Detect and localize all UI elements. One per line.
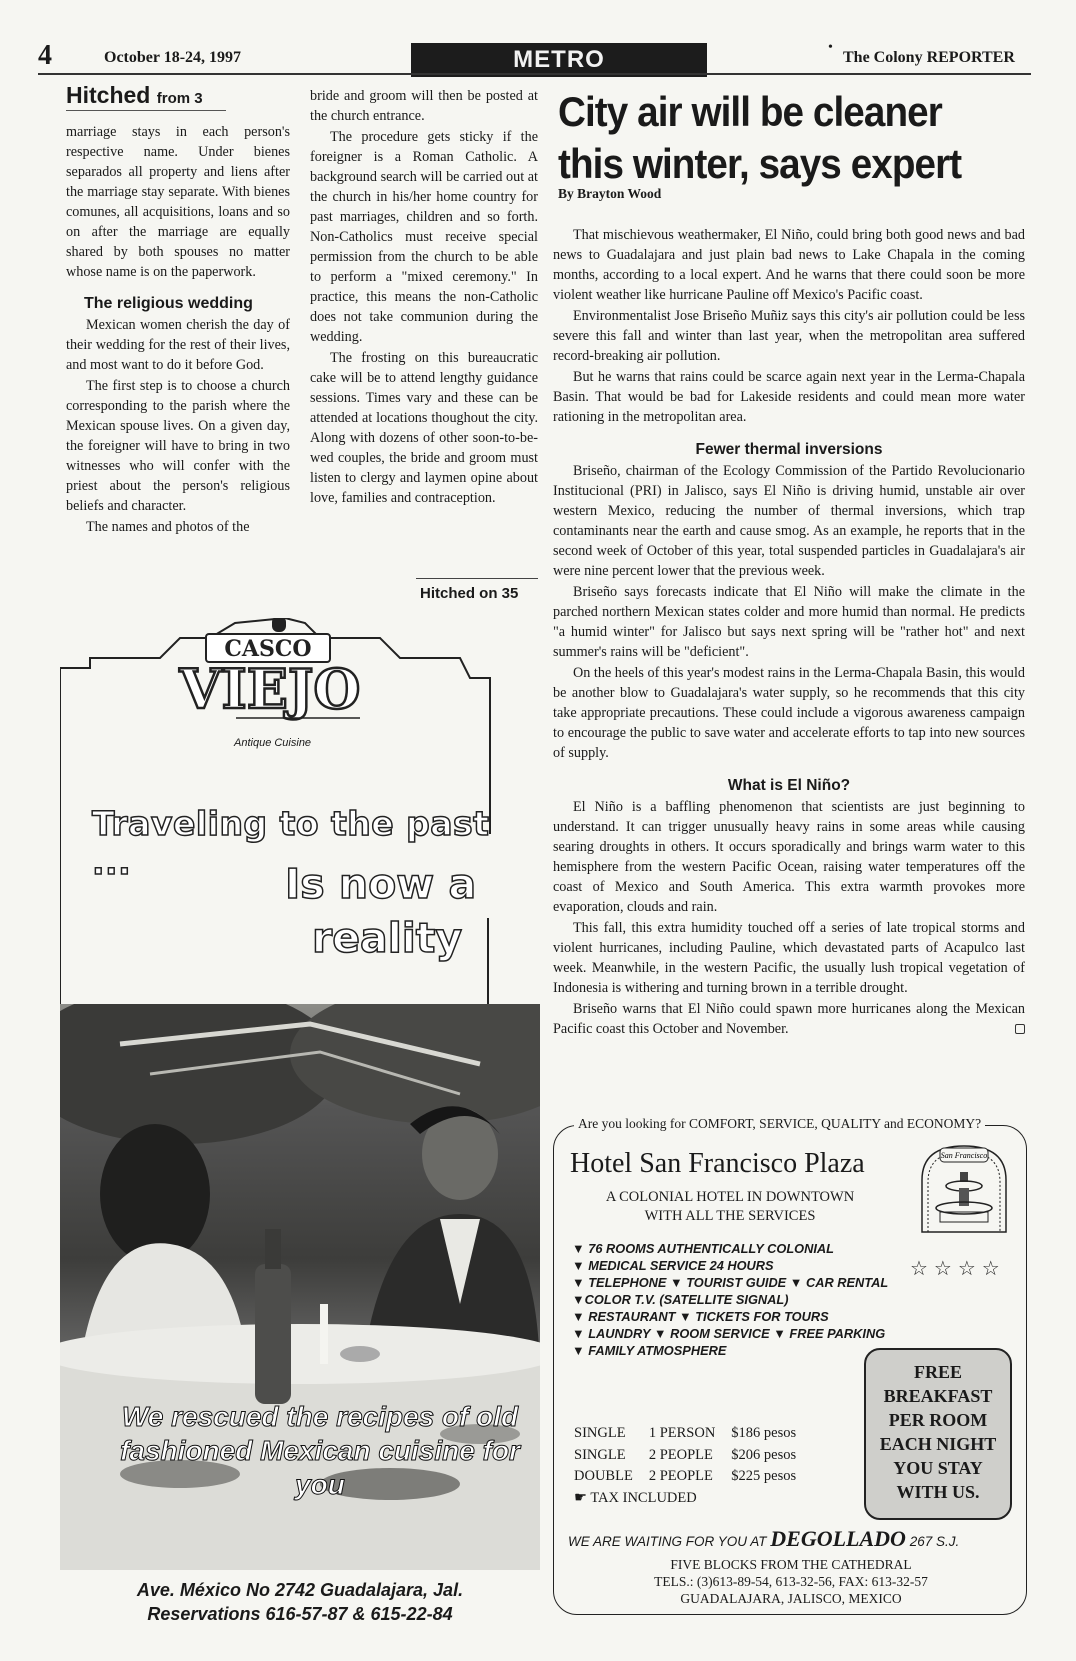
- header-rule: [38, 73, 1031, 75]
- star-rating-icon: ☆☆☆☆: [910, 1258, 1006, 1280]
- restaurant-address: Ave. México No 2742 Guadalajara, Jal.: [136, 1580, 464, 1600]
- paragraph: marriage stays in each person's respective name. Under bienes separados all property and liens after the marriage stay separate. With bienes comunes, all acquisitions, loans and so on after the marriage are equally shared by both spouses no matter whose name is on the paperwork.: [66, 124, 290, 280]
- hotel-subtitle: [580, 1188, 880, 1226]
- ad-line-2: Is now a: [285, 860, 477, 908]
- paragraph: The frosting on this bureaucratic cake will be to attend lengthy guidance sessions. Times vary and these can be attended at locations thoughout the city. Along with dozens of other soon-to-be-wed couples, the bride and groom must listen to clergy and laymen opine about love, families and contraception.: [310, 350, 538, 506]
- rate-price: $206 pesos: [731, 1446, 797, 1463]
- kicker-title: Hitched: [66, 82, 151, 108]
- kicker-rule: [66, 110, 226, 111]
- street-name: DEGOLLADO: [770, 1526, 906, 1551]
- hotel-ad-question: Are you looking for COMFORT, SERVICE, QUALITY and ECONOMY?: [574, 1116, 985, 1132]
- paragraph: The first step is to choose a church corresponding to the parish where the Mexican spouse lives. On a given day, the foreigner will have to bring in two witnesses who will confer with the priest about the person's religious beliefs and character.: [66, 378, 290, 514]
- paragraph: [553, 999, 1025, 1039]
- bullet-mark: •: [828, 40, 833, 55]
- rate-price: $186 pesos: [731, 1425, 797, 1441]
- hotel-name: Hotel San Francisco Plaza: [570, 1148, 865, 1179]
- tax-note: ☛ TAX INCLUDED: [574, 1489, 697, 1506]
- casco-viejo-ad[interactable]: [60, 618, 540, 1638]
- hotel-features: [572, 1240, 888, 1359]
- newspaper-name: The Colony REPORTER: [843, 49, 1015, 66]
- reservations-phone: Reservations 616-57-87 & 615-22-84: [147, 1604, 453, 1624]
- hotel-contact: [568, 1556, 1014, 1607]
- feature-item: ▼ FAMILY ATMOSPHERE: [572, 1343, 727, 1358]
- paragraph: Environmentalist Jose Briseño Muñiz says this city's air pollution could be less severe this fall and winter than last year, when the metropolitan area suffered record-breaking air pollution.: [553, 308, 1025, 364]
- byline: By Brayton Wood: [558, 186, 662, 201]
- rate-occupancy: 1 PERSON: [648, 1425, 716, 1441]
- feature-item: ▼ LAUNDRY ▼ ROOM SERVICE ▼ FREE PARKING: [572, 1326, 886, 1341]
- table-row: [574, 1446, 810, 1466]
- ad-address-block: [60, 1578, 540, 1626]
- ad-line-3: reality: [312, 914, 463, 962]
- table-row: [574, 1467, 810, 1487]
- column-2: [310, 86, 538, 509]
- hotel-subtitle-line-2: WITH ALL THE SERVICES: [644, 1208, 816, 1224]
- hotel-ad[interactable]: [553, 1116, 1027, 1615]
- ad-line-1: Traveling to the past ...: [92, 804, 490, 882]
- paragraph: That mischievous weathermaker, El Niño, could bring both good news and bad news to Guadalajara and just plain bad news to Lake Chapala in the coming months, according to a local expert. And he warns that there could soon be more violent weather like hurricane Pauline off Mexico's Pacific coast.: [553, 227, 1025, 303]
- fountain-emblem-icon: [914, 1140, 1014, 1240]
- rate-price: $225 pesos: [731, 1468, 797, 1484]
- free-line: PER ROOM: [888, 1410, 988, 1430]
- logo-subtitle: Antique Cuisine: [234, 737, 312, 749]
- kicker-from: from 3: [156, 90, 203, 107]
- free-line: FREE: [913, 1362, 962, 1382]
- paragraph: On the heels of this year's modest rains in the Lerma-Chapala Basin, this would be another blow to Guadalajara's water supply, so he recommends that this city take appropriate precautions. These could include a vigorous awareness campaign to encourage the public to save water and accelerate efforts to tap into new sources of supply.: [553, 665, 1025, 761]
- paragraph: But he warns that rains could be scarce again next year in the Lerma-Chapala Basin. That would be bad for Lakeside residents and could mean more water rationing in the metropolitan area.: [553, 369, 1025, 425]
- feature-item: ▼ 76 ROOMS AUTHENTICALLY COLONIAL: [572, 1241, 834, 1256]
- paragraph: Briseño, chairman of the Ecology Commission of the Partido Revolucionario Institucional (PRI) in Jalisco, says El Niño is driving humid, unstable air over western Mexico, reducing the number of thermal inversions, which trap contaminants near the earth and cause smog. As an example, he reports that in the second week of October of this year, total suspended particles in Guadalajara's air were nine percent lower that the previous week.: [553, 463, 1025, 579]
- paragraph: The names and photos of the: [86, 519, 250, 535]
- hotel-location-line: [568, 1526, 1014, 1552]
- free-line: BREAKFAST: [883, 1386, 993, 1406]
- subhead-what-is-el-nino: What is El Niño?: [727, 777, 851, 794]
- column-3: [553, 225, 1025, 1040]
- ad-tagline: We rescued the recipes of old fashioned Mexican cuisine for you: [120, 1401, 520, 1500]
- feature-item: ▼ MEDICAL SERVICE 24 HOURS: [572, 1258, 774, 1273]
- logo-top: CASCO: [224, 636, 312, 662]
- free-line: YOU STAY: [893, 1458, 983, 1478]
- section-banner: METRO: [411, 43, 707, 77]
- story-kicker: [66, 82, 203, 109]
- rate-occupancy: 2 PEOPLE: [648, 1468, 713, 1484]
- rate-type: DOUBLE: [574, 1468, 633, 1484]
- casco-viejo-logo: [179, 634, 361, 721]
- rate-occupancy: 2 PEOPLE: [648, 1446, 713, 1463]
- end-of-story-icon: [1015, 1024, 1025, 1034]
- feature-item: ▼COLOR T.V. (SATELLITE SIGNAL): [572, 1292, 789, 1307]
- continued-jump[interactable]: Hitched on 35: [420, 585, 519, 602]
- free-line: EACH NIGHT: [879, 1434, 997, 1454]
- subhead-religious-wedding: The religious wedding: [84, 295, 253, 312]
- rate-type: SINGLE: [574, 1425, 626, 1441]
- feature-item: ▼ TELEPHONE ▼ TOURIST GUIDE ▼ CAR RENTAL: [572, 1275, 889, 1290]
- free-breakfast-badge: [864, 1348, 1012, 1520]
- emblem-text: San Francisco: [940, 1151, 988, 1160]
- hotel-subtitle-line-1: A COLONIAL HOTEL IN DOWNTOWN: [605, 1189, 855, 1205]
- rates-table: [572, 1422, 812, 1510]
- logo-bottom: VIEJO: [179, 657, 361, 721]
- paragraph: Briseño says forecasts indicate that El Niño will make the climate in the parched northern Mexican states colder and more humid than normal. He predicts "a humid winter" for Jalisco but says next spring will be "rather hot" and next summer's rains will be "deficient".: [553, 584, 1025, 660]
- paragraph: El Niño is a baffling phenomenon that scientists are just beginning to understand. It can trigger unusually heavy rains in some areas while causing searing droughts in others. It occurs sporadically and brings warm water to this hemisphere from the western Pacific Ocean, raising water temperatures off the coast of Mexico and South America. This extra warmth provokes more evaporation, clouds and rain.: [553, 799, 1025, 915]
- jump-rule: [416, 578, 538, 579]
- contact-line: FIVE BLOCKS FROM THE CATHEDRAL: [670, 1557, 912, 1572]
- page-number: 4: [38, 40, 52, 71]
- contact-line[interactable]: TELS.: (3)613-89-54, 613-32-56, FAX: 613-32-57: [654, 1574, 928, 1589]
- paragraph-text: Briseño warns that El Niño could spawn more hurricanes along the Mexican Pacific coast this October and November.: [553, 1001, 1025, 1037]
- waiting-prefix: WE ARE WAITING FOR YOU AT: [568, 1534, 771, 1549]
- table-row: [574, 1489, 810, 1509]
- column-1: [66, 122, 290, 538]
- rate-type: SINGLE: [574, 1446, 626, 1463]
- free-line: WITH US.: [896, 1482, 980, 1502]
- contact-line: GUADALAJARA, JALISCO, MEXICO: [680, 1591, 902, 1606]
- table-row: [574, 1424, 810, 1444]
- paragraph: The procedure gets sticky if the foreigner is a Roman Catholic. A background search will be carried out at the church in his/her home country for past marriages, children and so forth. Non-Catholics must receive special permission from the church to be able to perform a "mixed ceremony." In practice, this means the non-Catholic does not take communion during the wedding.: [310, 129, 538, 345]
- paragraph: This fall, this extra humidity touched off a series of late tropical storms and violent hurricanes, including Pauline, which devastated parts of Acapulco last week. Meanwhile, in the western Pacific, the usually lush tropical vegetation of Indonesia is withering and turning brown in a terrible drought.: [553, 920, 1025, 996]
- street-number: 267 S.J.: [905, 1534, 960, 1549]
- feature-item: ▼ RESTAURANT ▼ TICKETS FOR TOURS: [572, 1309, 829, 1324]
- subhead-thermal-inversions: Fewer thermal inversions: [695, 441, 883, 458]
- paragraph: bride and groom will then be posted at the church entrance.: [310, 88, 538, 124]
- paragraph: Mexican women cherish the day of their wedding for the rest of their lives, and most want to do it before God.: [66, 317, 290, 373]
- issue-date: October 18-24, 1997: [104, 49, 242, 66]
- main-headline: City air will be cleaner this winter, says expert: [558, 88, 962, 187]
